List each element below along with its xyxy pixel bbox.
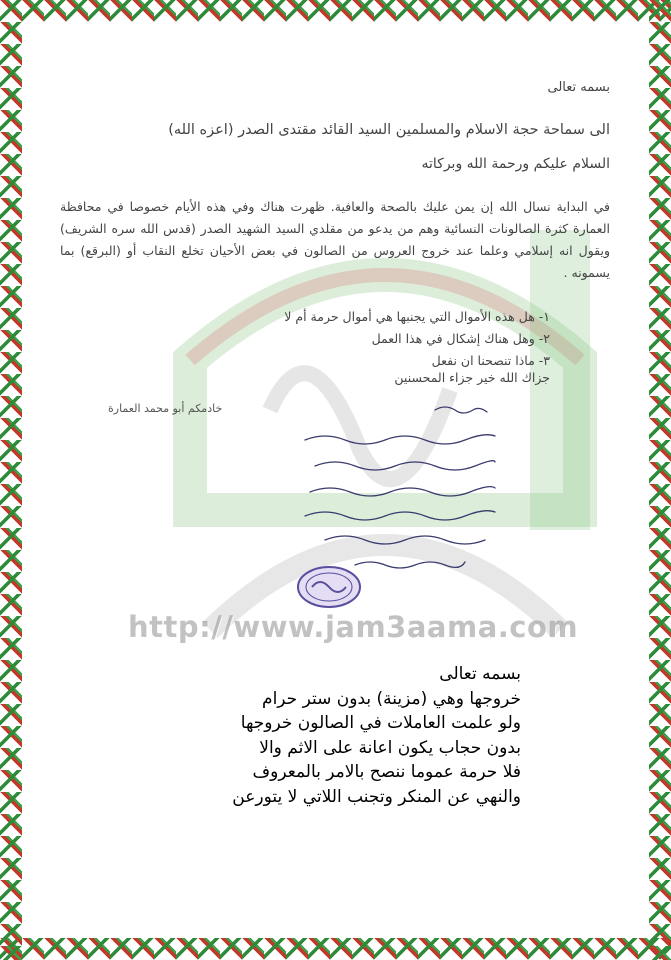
letter-closing: جزاك الله خير جزاء المحسنين — [394, 370, 550, 385]
letter-signature: خادمكم أبو محمد العمارة — [108, 402, 223, 415]
handwritten-reply — [285, 400, 515, 580]
transcription-line: بدون حجاب يكون اعانة على الاثم والا — [259, 737, 521, 758]
reply-transcription — [232, 662, 521, 809]
border-left — [0, 0, 22, 960]
transcription-line: فلا حرمة عموما ننصح بالامر بالمعروف — [252, 762, 521, 782]
question-item: ٢- وهل هناك إشكال في هذا العمل — [371, 331, 550, 346]
transcription-line: ولو علمت العاملات في الصالون خروجها — [240, 713, 521, 733]
question-item: ٣- ماذا تنصحنا ان نفعل — [431, 353, 550, 368]
border-top — [0, 0, 671, 22]
letter-body: في البداية نسال الله إن يمن عليك بالصحة والعافية. ظهرت هناك وفي هذه الأيام خصوصا في محافظة العمارة كثرة الصالونات النسائية وهم من يدعو من مقلدي السيد الشهيد الصدر (قدس الله سره الشريف) ويقول انه إسلامي وعلما عند خروج العروس من الصالون في بعض الأحيان تخلع النقاب أو (البرقع) بما يسمونه . — [60, 199, 610, 280]
transcription-line: بسمه تعالى — [439, 664, 521, 684]
website-watermark: http://www.jam3aama.com — [128, 610, 579, 644]
letter-basmala: بسمه تعالى — [547, 80, 610, 95]
seal-stamp — [296, 565, 362, 609]
border-bottom — [0, 938, 671, 960]
letter-recipient: الى سماحة حجة الاسلام والمسلمين السيد القائد مقتدى الصدر (اعزه الله) — [168, 122, 610, 138]
letter-greeting: السلام عليكم ورحمة الله وبركاته — [421, 156, 610, 172]
border-right — [649, 0, 671, 960]
transcription-line: خروجها وهي (مزينة) بدون ستر حرام — [262, 688, 521, 709]
question-item: ١- هل هذه الأموال التي يجنبها هي أموال حرمة أم لا — [284, 309, 550, 324]
transcription-line: والنهي عن المنكر وتجنب اللاتي لا يتورعن — [232, 786, 521, 807]
letter-questions — [284, 306, 550, 372]
